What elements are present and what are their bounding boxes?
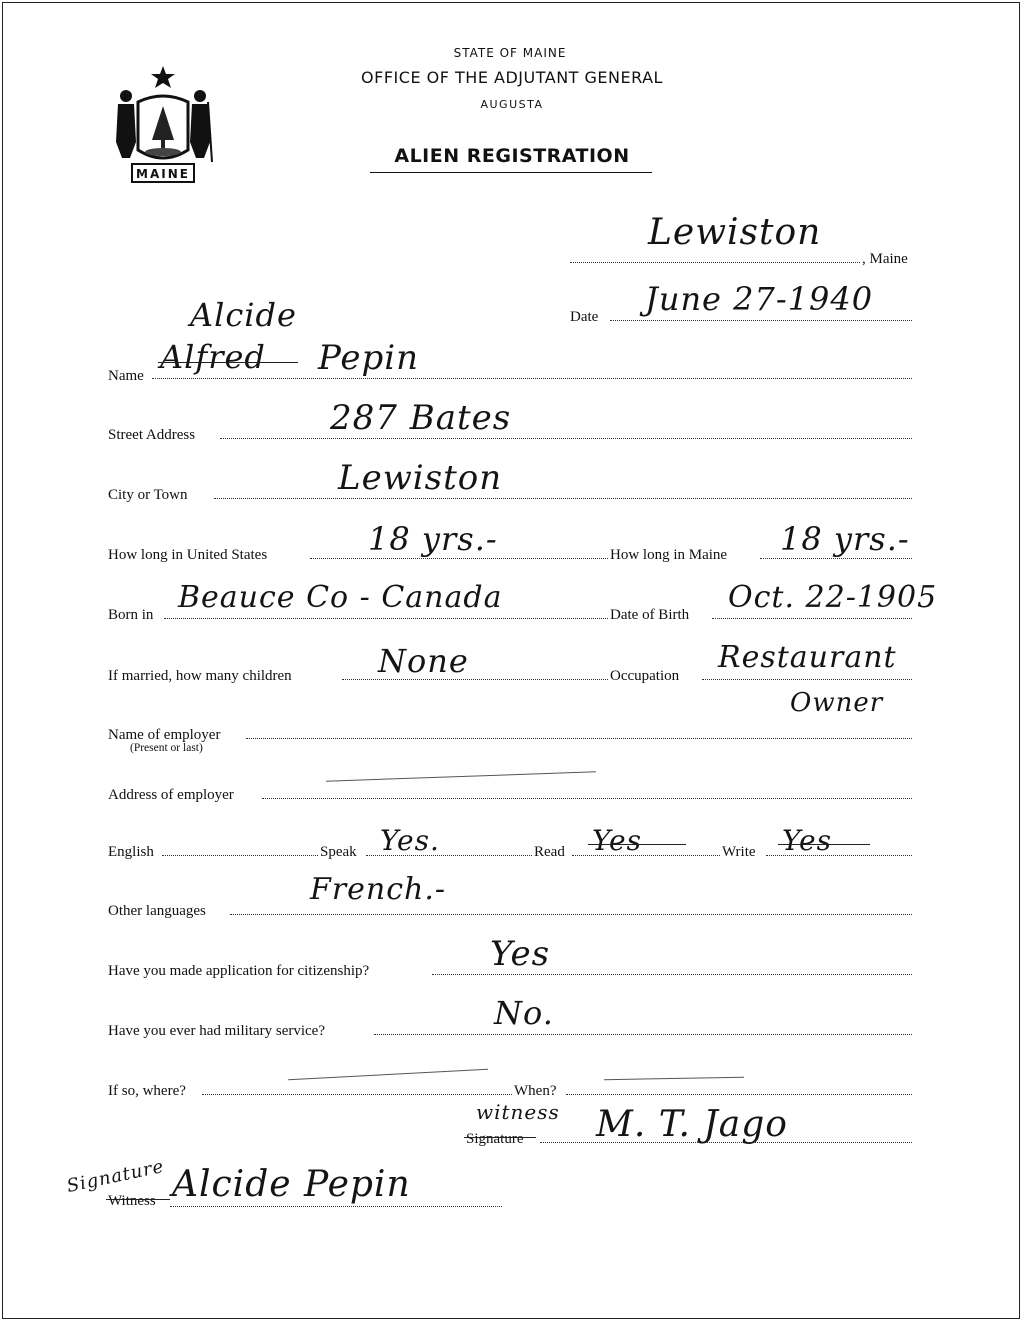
witness-label: Witness: [108, 1193, 156, 1209]
witness-label-strike: [106, 1199, 170, 1200]
speak-label: Speak: [320, 844, 357, 860]
speak-value: Yes.: [380, 824, 440, 857]
write-label: Write: [722, 844, 756, 860]
born-in-value: Beauce Co - Canada: [178, 580, 503, 615]
city-heading: AUGUSTA: [480, 98, 544, 111]
title-underline: [370, 172, 652, 173]
form-title: ALIEN REGISTRATION: [394, 145, 630, 167]
occupation-value-2: Owner: [790, 688, 884, 718]
employer-address-label: Address of employer: [108, 787, 234, 803]
children-value: None: [378, 642, 469, 680]
how-long-us-label: How long in United States: [108, 547, 268, 563]
born-in-label: Born in: [108, 607, 154, 623]
street-label: Street Address: [108, 427, 196, 443]
city-value: Lewiston: [338, 458, 503, 498]
city-label: City or Town: [108, 487, 188, 503]
strike-through: [158, 362, 298, 363]
if-so-where-label: If so, where?: [108, 1083, 186, 1099]
write-strike: [778, 844, 870, 845]
occupation-label: Occupation: [610, 668, 680, 684]
military-value: No.: [494, 994, 554, 1032]
applicant-signature: Alcide Pepin: [172, 1164, 411, 1205]
english-line: [162, 855, 318, 856]
when-line: [566, 1094, 912, 1095]
applicant-signature-line: [170, 1206, 502, 1207]
place-line: [570, 262, 860, 263]
employer-label: Name of employer: [108, 727, 221, 743]
how-long-maine-value: 18 yrs.-: [780, 520, 910, 558]
first-name-correction: Alcide: [190, 296, 297, 334]
how-long-us-line: [310, 558, 608, 559]
when-label: When?: [514, 1083, 557, 1099]
if-so-where-line: [202, 1094, 512, 1095]
seal-label: MAINE: [136, 167, 190, 181]
employer-sublabel: (Present or last): [130, 742, 203, 754]
date-of-birth-label: Date of Birth: [610, 607, 690, 623]
signature-label-strike: [464, 1137, 536, 1138]
occupation-line: [702, 679, 912, 680]
employer-line: [246, 738, 912, 739]
witness-signature: M. T. Jago: [596, 1104, 788, 1145]
witness-handwritten-label: witness: [476, 1100, 560, 1124]
occupation-value-1: Restaurant: [718, 640, 897, 675]
date-label: Date: [570, 309, 599, 325]
first-name-struck: Alfred: [160, 338, 266, 376]
date-value: June 27-1940: [645, 280, 874, 318]
name-label: Name: [108, 368, 144, 384]
signature-label: Signature: [466, 1131, 524, 1147]
citizenship-label: Have you made application for citizenship?: [108, 963, 370, 979]
military-label: Have you ever had military service?: [108, 1023, 325, 1039]
born-in-line: [164, 618, 608, 619]
other-languages-label: Other languages: [108, 903, 206, 919]
name-line: [152, 378, 912, 379]
write-value: Yes: [782, 824, 832, 857]
citizenship-value: Yes: [490, 934, 551, 974]
employer-address-line: [262, 798, 912, 799]
date-of-birth-line: [712, 618, 912, 619]
how-long-maine-label: How long in Maine: [610, 547, 728, 563]
city-line: [214, 498, 912, 499]
state-heading: STATE OF MAINE: [453, 46, 567, 60]
read-strike: [588, 844, 686, 845]
other-languages-value: French.-: [310, 872, 447, 907]
date-of-birth-value: Oct. 22-1905: [728, 580, 938, 615]
office-heading: OFFICE OF THE ADJUTANT GENERAL: [361, 68, 663, 87]
maine-label: , Maine: [862, 251, 908, 267]
other-languages-line: [230, 914, 912, 915]
read-label: Read: [534, 844, 565, 860]
date-line: [610, 320, 912, 321]
how-long-us-value: 18 yrs.-: [368, 520, 498, 558]
signature-handwritten-label: Signature: [64, 1155, 167, 1198]
military-line: [374, 1034, 912, 1035]
last-name-value: Pepin: [318, 338, 420, 378]
english-label: English: [108, 844, 154, 860]
how-long-maine-line: [760, 558, 912, 559]
street-value: 287 Bates: [330, 398, 512, 438]
children-label: If married, how many children: [108, 668, 292, 684]
citizenship-line: [432, 974, 912, 975]
street-line: [220, 438, 912, 439]
read-value: Yes: [592, 824, 642, 857]
place-value: Lewiston: [648, 212, 822, 253]
